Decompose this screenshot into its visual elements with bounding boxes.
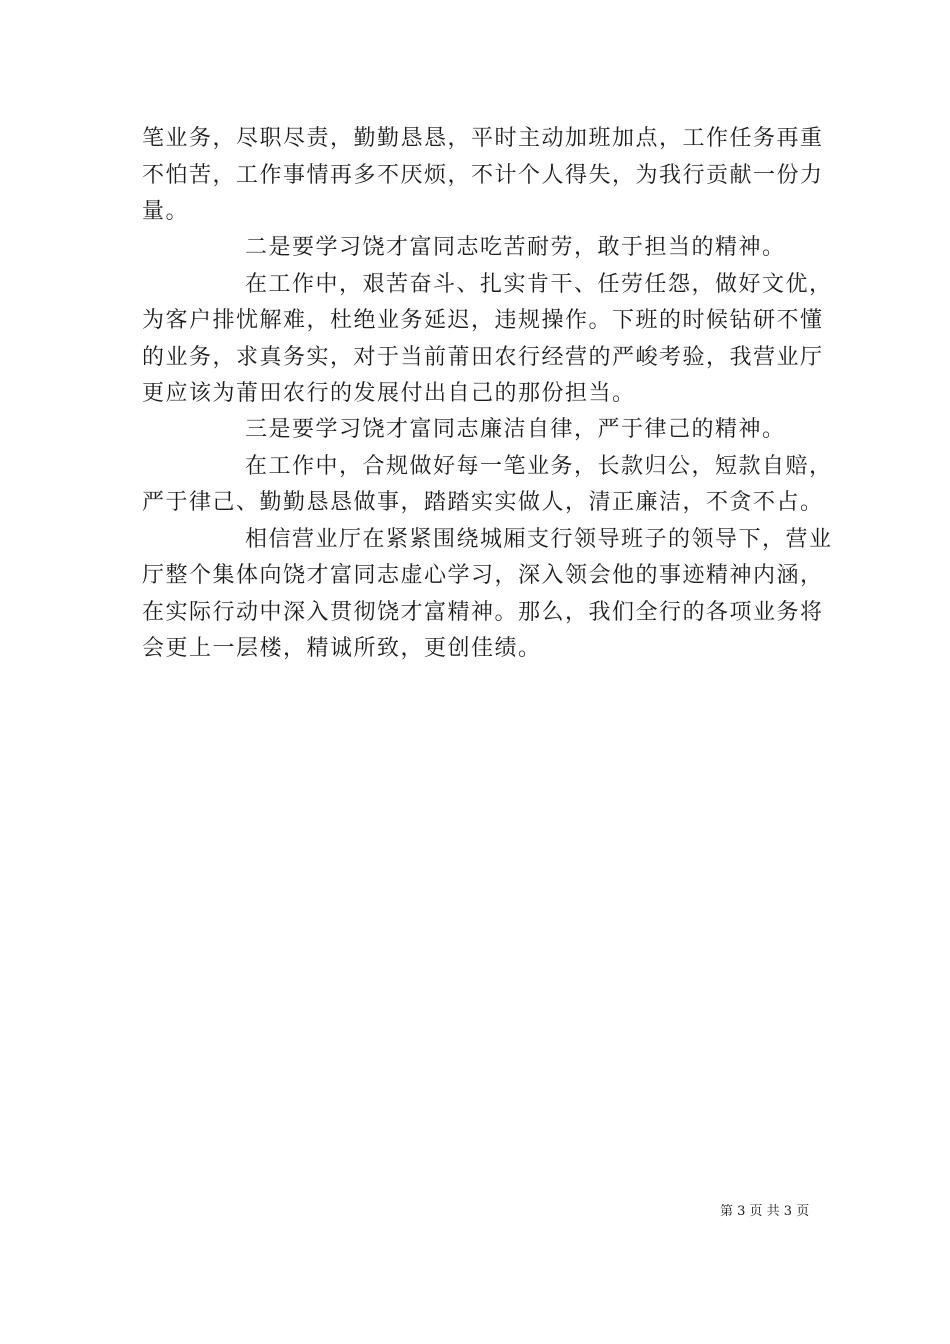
body-text-line: 为客户排忧解难，杜绝业务延迟，违规操作。下班的时候钻研不懂 <box>142 308 824 333</box>
body-text-line: 量。 <box>142 199 190 224</box>
body-text-line: 笔业务，尽职尽责，勤勤恳恳，平时主动加班加点，工作任务再重 <box>142 126 824 151</box>
body-text-line: 在工作中，合规做好每一笔业务，长款归公，短款自赔， <box>245 454 833 479</box>
body-text-line: 在实际行动中深入贯彻饶才富精神。那么，我们全行的各项业务将 <box>142 600 824 625</box>
body-text-line: 相信营业厅在紧紧围绕城厢支行领导班子的领导下，营业 <box>245 527 833 552</box>
page-number-footer: 第 3 页 共 3 页 <box>720 1204 810 1219</box>
body-text-line: 的业务，求真务实，对于当前莆田农行经营的严峻考验，我营业厅 <box>142 345 824 370</box>
body-text-line: 在工作中，艰苦奋斗、扎实肯干、任劳任怨，做好文优， <box>245 272 833 297</box>
body-text-line: 厅整个集体向饶才富同志虚心学习，深入领会他的事迹精神内涵， <box>142 563 824 588</box>
body-text-line: 会更上一层楼，精诚所致，更创佳绩。 <box>142 636 542 661</box>
section-heading-line: 二是要学习饶才富同志吃苦耐劳，敢于担当的精神。 <box>245 235 786 260</box>
body-text-line: 更应该为莆田农行的发展付出自己的那份担当。 <box>142 381 636 406</box>
body-text-line: 严于律己、勤勤恳恳做事，踏踏实实做人，清正廉洁，不贪不占。 <box>142 490 824 515</box>
section-heading-line: 三是要学习饶才富同志廉洁自律，严于律己的精神。 <box>245 417 786 442</box>
body-text-line: 不怕苦，工作事情再多不厌烦，不计个人得失，为我行贡献一份力 <box>142 163 824 188</box>
